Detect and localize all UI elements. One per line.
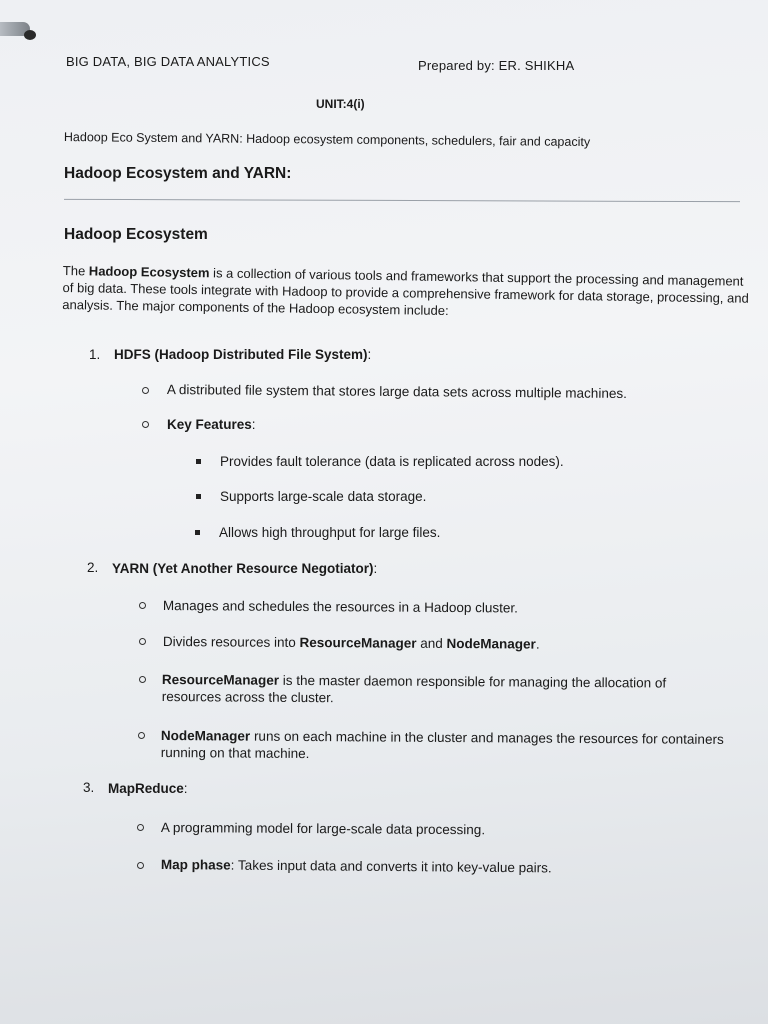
yarn-b2-nodemanager: NodeManager — [446, 635, 536, 652]
circle-bullet-icon — [139, 676, 146, 683]
feature-item: Provides fault tolerance (data is replicated across nodes). — [220, 454, 564, 469]
yarn-b2-and: and — [416, 635, 447, 651]
yarn-heading — [112, 561, 377, 576]
circle-bullet-icon — [138, 732, 145, 739]
list-number-1: 1. — [89, 347, 101, 362]
circle-bullet-icon — [142, 387, 149, 394]
intro-bold-term: Hadoop Ecosystem — [88, 263, 210, 281]
yarn-b2-prefix: Divides resources into — [162, 634, 300, 650]
pin-head-icon — [24, 30, 36, 40]
divider — [64, 199, 740, 202]
map-phase-label: Map phase — [160, 857, 231, 873]
header-prepared-by: Prepared by: ER. SHIKHA — [418, 58, 575, 73]
square-bullet-icon — [196, 494, 201, 499]
circle-bullet-icon — [137, 824, 144, 831]
yarn-b2-end: . — [535, 636, 540, 652]
unit-label: UNIT:4(i) — [316, 97, 365, 111]
circle-bullet-icon — [137, 862, 144, 869]
yarn-bullet-3 — [162, 671, 702, 709]
header-course-title: BIG DATA, BIG DATA ANALYTICS — [66, 54, 270, 69]
list-number-2: 2. — [87, 560, 99, 575]
mapreduce-bullet-1: A programming model for large-scale data processing. — [160, 820, 486, 838]
yarn-bullet-2 — [163, 634, 540, 652]
feature-item: Allows high throughput for large files. — [219, 525, 441, 540]
key-features-heading — [167, 417, 256, 432]
main-heading: Hadoop Ecosystem and YARN: — [64, 165, 292, 182]
mapreduce-heading — [108, 781, 188, 796]
intro-prefix: The — [62, 262, 89, 279]
yarn-bullet-4 — [161, 727, 751, 765]
yarn-bullet-1: Manages and schedules the resources in a Hadoop cluster. — [162, 598, 518, 616]
hdfs-title: HDFS (Hadoop Distributed File System) — [114, 347, 368, 362]
yarn-b3-bold: ResourceManager — [161, 672, 280, 688]
yarn-b4-bold: NodeManager — [160, 728, 251, 744]
feature-item: Supports large-scale data storage. — [220, 489, 427, 504]
intro-paragraph — [62, 262, 753, 324]
circle-bullet-icon — [139, 638, 146, 645]
hdfs-colon: : — [367, 347, 372, 362]
section-heading: Hadoop Ecosystem — [64, 226, 208, 243]
key-features-label: Key Features — [167, 417, 252, 432]
yarn-b4-text: runs on each machine in the cluster and manages the resources for containers running on that machine. — [160, 728, 724, 762]
yarn-b2-resourcemanager: ResourceManager — [299, 634, 417, 651]
circle-bullet-icon — [139, 602, 146, 609]
mapreduce-bullet-2 — [161, 857, 552, 875]
mapreduce-colon: : — [183, 781, 188, 796]
hdfs-heading — [114, 347, 371, 362]
intro-text: is a collection of various tools and frameworks that support the processing and management of big data. These tools integrate with Hadoop to provide a comprehensive framework for data storage, processing, and analysis. The major components of the Hadoop ecosystem include: — [62, 265, 749, 319]
hdfs-description: A distributed file system that stores large data sets across multiple machines. — [166, 382, 627, 402]
map-phase-text: : Takes input data and converts it into key-value pairs. — [230, 857, 552, 876]
square-bullet-icon — [195, 530, 200, 535]
square-bullet-icon — [196, 459, 201, 464]
circle-bullet-icon — [142, 421, 149, 428]
key-features-colon: : — [251, 417, 256, 432]
unit-subtitle: Hadoop Eco System and YARN: Hadoop ecosystem components, schedulers, fair and capacity — [63, 130, 591, 150]
list-number-3: 3. — [83, 780, 95, 795]
yarn-b3-text: is the master daemon responsible for managing the allocation of resources across the cluster. — [161, 672, 667, 706]
yarn-colon: : — [373, 561, 378, 576]
yarn-title: YARN (Yet Another Resource Negotiator) — [112, 561, 374, 576]
mapreduce-title: MapReduce — [108, 781, 184, 796]
